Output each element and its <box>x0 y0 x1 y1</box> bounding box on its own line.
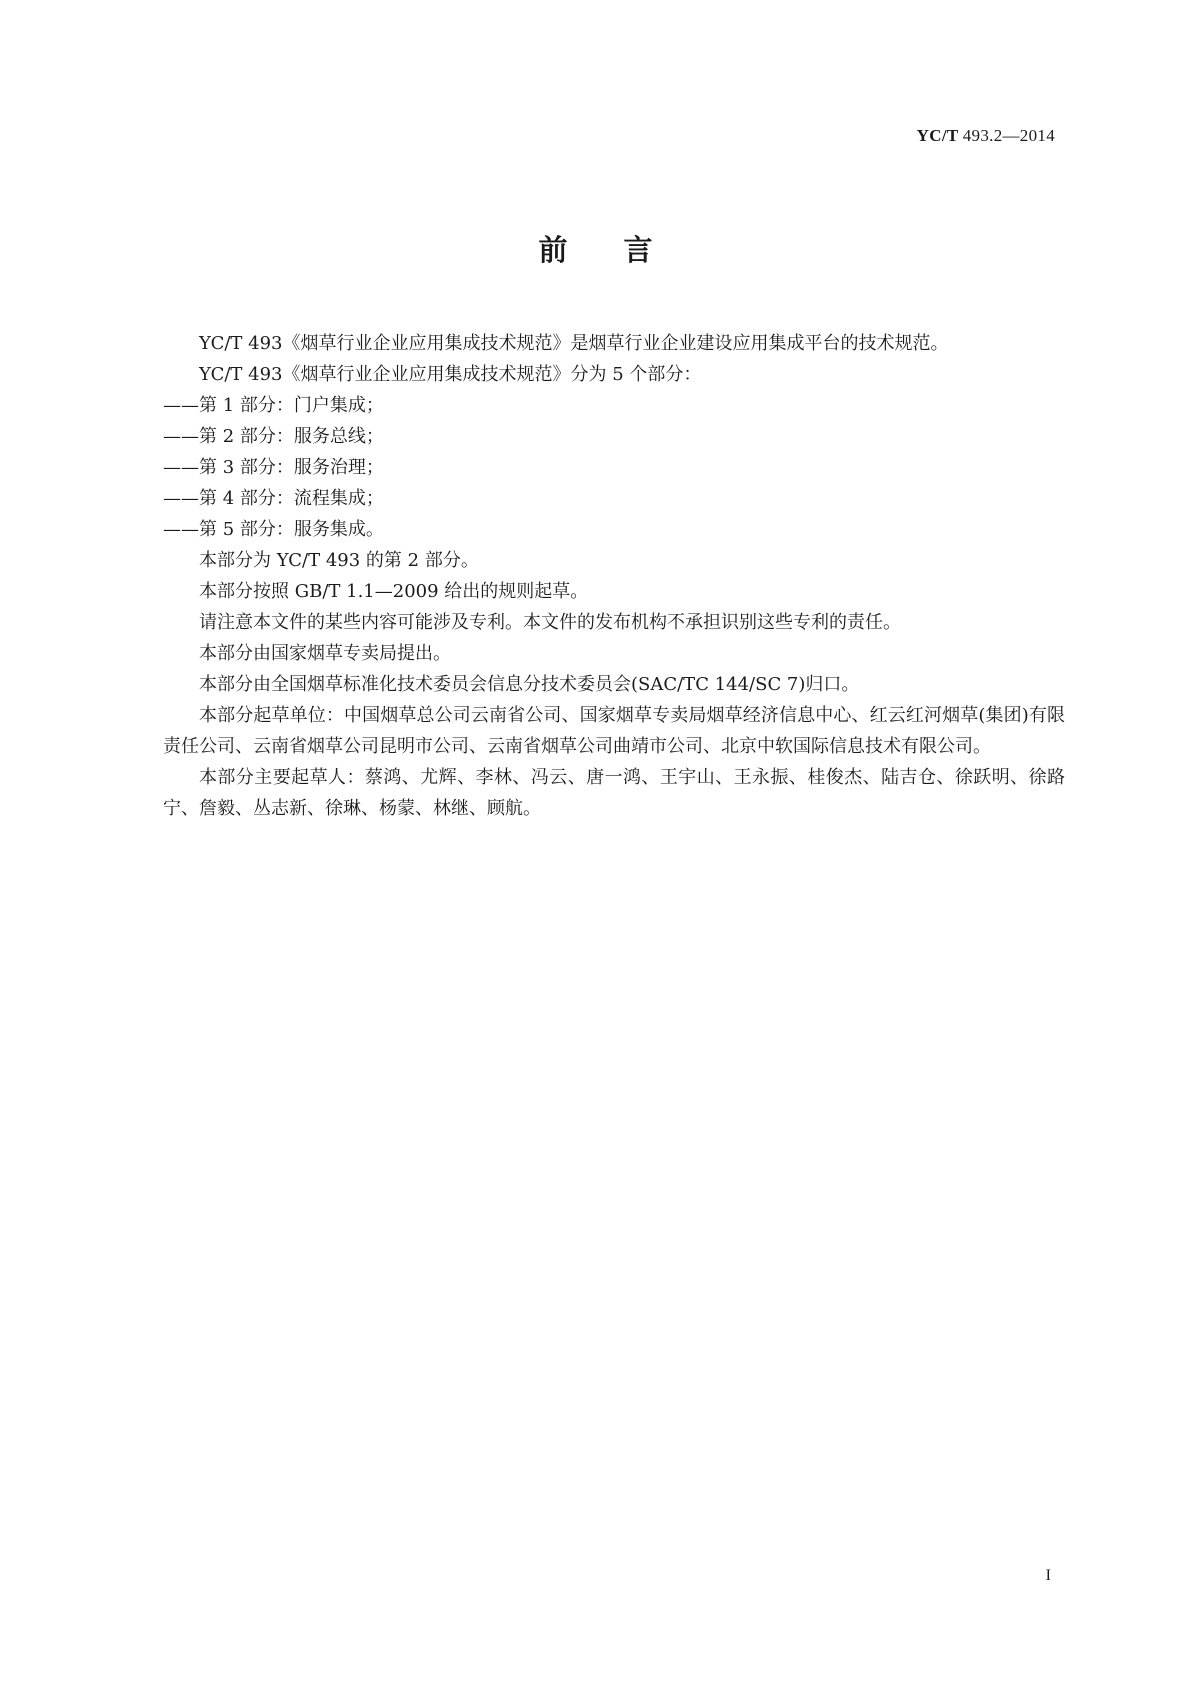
document-code <box>917 126 1055 146</box>
paragraph-drafting-rules: 本部分按照 GB/T 1.1—2009 给出的规则起草。 <box>199 581 589 602</box>
paragraph-scope: YC/T 493《烟草行业企业应用集成技术规范》是烟草行业企业建设应用集成平台的技术规范。 <box>199 333 949 354</box>
page-number: I <box>1045 1567 1051 1584</box>
list-item: ——第 5 部分：服务集成。 <box>163 519 384 540</box>
paragraph-proposer: 本部分由国家烟草专卖局提出。 <box>199 643 451 664</box>
foreword-body <box>163 328 1065 824</box>
page-title: 前言 <box>538 233 709 267</box>
list-item: ——第 2 部分：服务总线； <box>163 426 384 447</box>
list-item: ——第 4 部分：流程集成； <box>163 488 384 509</box>
paragraph-parts-intro: YC/T 493《烟草行业企业应用集成技术规范》分为 5 个部分： <box>199 364 702 385</box>
paragraph-drafting-organizations: 本部分起草单位：中国烟草总公司云南省公司、国家烟草专卖局烟草经济信息中心、红云红河烟草(集团)有限责任公司、云南省烟草公司昆明市公司、云南省烟草公司曲靖市公司、北京中软国际信息技术有限公司。 <box>163 705 1065 757</box>
paragraph-patent-notice: 请注意本文件的某些内容可能涉及专利。本文件的发布机构不承担识别这些专利的责任。 <box>199 612 901 633</box>
document-code-number: 493.2—2014 <box>962 126 1055 145</box>
list-item: ——第 3 部分：服务治理； <box>163 457 384 478</box>
paragraph-responsible-committee: 本部分由全国烟草标准化技术委员会信息分技术委员会(SAC/TC 144/SC 7)归口。 <box>199 674 860 695</box>
paragraph-drafters: 本部分主要起草人：蔡鸿、尤辉、李林、冯云、唐一鸿、王宇山、王永振、桂俊杰、陆吉仓、徐跃明、徐路宁、詹毅、丛志新、徐琳、杨蒙、林继、顾航。 <box>163 767 1065 819</box>
list-item: ——第 1 部分：门户集成； <box>163 395 384 416</box>
paragraph-part-statement: 本部分为 YC/T 493 的第 2 部分。 <box>199 550 479 571</box>
document-code-prefix: YC/T <box>916 126 959 145</box>
